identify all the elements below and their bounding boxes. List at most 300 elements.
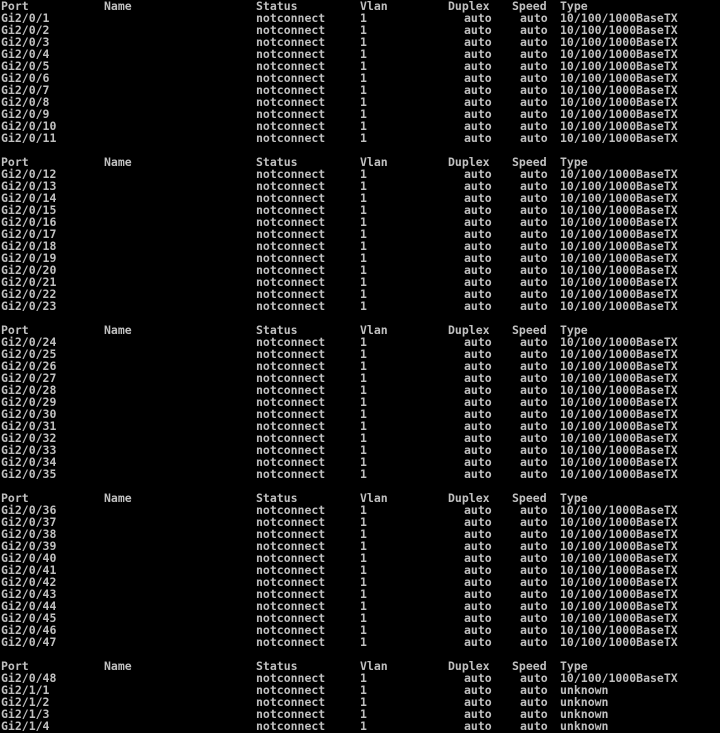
speed-cell: auto — [520, 395, 548, 409]
status-cell: notconnect — [256, 167, 326, 181]
type-cell: 10/100/1000BaseTX — [560, 539, 678, 553]
speed-cell: auto — [520, 347, 548, 361]
port-cell: Gi2/0/38 — [1, 527, 57, 541]
port-cell: Gi2/0/20 — [1, 263, 57, 277]
status-cell: notconnect — [256, 47, 326, 61]
header-speed: Speed — [512, 491, 547, 505]
vlan-cell: 1 — [360, 527, 367, 541]
port-cell: Gi2/0/16 — [1, 215, 57, 229]
status-cell: notconnect — [256, 203, 326, 217]
speed-cell: auto — [520, 83, 548, 97]
type-cell: 10/100/1000BaseTX — [560, 587, 678, 601]
status-cell: notconnect — [256, 563, 326, 577]
speed-cell: auto — [520, 503, 548, 517]
speed-cell: auto — [520, 707, 548, 721]
vlan-cell: 1 — [360, 251, 367, 265]
speed-cell: auto — [520, 683, 548, 697]
header-vlan: Vlan — [360, 491, 388, 505]
type-cell: 10/100/1000BaseTX — [560, 119, 678, 133]
speed-cell: auto — [520, 239, 548, 253]
status-cell: notconnect — [256, 503, 326, 517]
port-cell: Gi2/0/40 — [1, 551, 57, 565]
header-status: Status — [256, 323, 298, 337]
vlan-cell: 1 — [360, 539, 367, 553]
port-cell: Gi2/0/5 — [1, 59, 50, 73]
duplex-cell: auto — [464, 215, 492, 229]
status-cell: notconnect — [256, 335, 326, 349]
speed-cell: auto — [520, 335, 548, 349]
type-cell: 10/100/1000BaseTX — [560, 611, 678, 625]
header-speed: Speed — [512, 155, 547, 169]
vlan-cell: 1 — [360, 467, 367, 481]
interface-status-block — [0, 324, 720, 480]
vlan-cell: 1 — [360, 227, 367, 241]
header-speed: Speed — [512, 0, 547, 13]
status-cell: notconnect — [256, 287, 326, 301]
speed-cell: auto — [520, 575, 548, 589]
type-cell: 10/100/1000BaseTX — [560, 419, 678, 433]
status-cell: notconnect — [256, 263, 326, 277]
vlan-cell: 1 — [360, 623, 367, 637]
duplex-cell: auto — [464, 587, 492, 601]
duplex-cell: auto — [464, 683, 492, 697]
speed-cell: auto — [520, 443, 548, 457]
speed-cell: auto — [520, 131, 548, 145]
duplex-cell: auto — [464, 551, 492, 565]
vlan-cell: 1 — [360, 515, 367, 529]
port-cell: Gi2/0/32 — [1, 431, 57, 445]
port-cell: Gi2/0/8 — [1, 95, 50, 109]
duplex-cell: auto — [464, 275, 492, 289]
interface-status-block — [0, 156, 720, 312]
port-cell: Gi2/0/17 — [1, 227, 57, 241]
port-cell: Gi2/0/1 — [1, 11, 50, 25]
vlan-cell: 1 — [360, 263, 367, 277]
status-cell: notconnect — [256, 11, 326, 25]
status-cell: notconnect — [256, 179, 326, 193]
duplex-cell: auto — [464, 167, 492, 181]
status-cell: notconnect — [256, 383, 326, 397]
type-cell: 10/100/1000BaseTX — [560, 407, 678, 421]
header-type: Type — [560, 323, 588, 337]
vlan-cell: 1 — [360, 671, 367, 685]
header-status: Status — [256, 491, 298, 505]
vlan-cell: 1 — [360, 335, 367, 349]
status-cell: notconnect — [256, 587, 326, 601]
duplex-cell: auto — [464, 107, 492, 121]
table-row — [0, 132, 720, 144]
port-cell: Gi2/1/2 — [1, 695, 50, 709]
status-cell: notconnect — [256, 695, 326, 709]
type-cell: 10/100/1000BaseTX — [560, 215, 678, 229]
type-cell: 10/100/1000BaseTX — [560, 287, 678, 301]
status-cell: notconnect — [256, 299, 326, 313]
interface-status-block — [0, 0, 720, 144]
port-cell: Gi2/0/34 — [1, 455, 57, 469]
status-cell: notconnect — [256, 251, 326, 265]
type-cell: 10/100/1000BaseTX — [560, 203, 678, 217]
status-cell: notconnect — [256, 107, 326, 121]
type-cell: 10/100/1000BaseTX — [560, 467, 678, 481]
speed-cell: auto — [520, 623, 548, 637]
type-cell: 10/100/1000BaseTX — [560, 371, 678, 385]
vlan-cell: 1 — [360, 107, 367, 121]
speed-cell: auto — [520, 71, 548, 85]
port-cell: Gi2/0/15 — [1, 203, 57, 217]
port-cell: Gi2/0/3 — [1, 35, 50, 49]
port-cell: Gi2/0/48 — [1, 671, 57, 685]
status-cell: notconnect — [256, 419, 326, 433]
vlan-cell: 1 — [360, 95, 367, 109]
port-cell: Gi2/0/22 — [1, 287, 57, 301]
header-status: Status — [256, 659, 298, 673]
speed-cell: auto — [520, 587, 548, 601]
vlan-cell: 1 — [360, 419, 367, 433]
type-cell: 10/100/1000BaseTX — [560, 23, 678, 37]
table-row — [0, 636, 720, 648]
speed-cell: auto — [520, 47, 548, 61]
duplex-cell: auto — [464, 71, 492, 85]
speed-cell: auto — [520, 251, 548, 265]
header-status: Status — [256, 0, 298, 13]
duplex-cell: auto — [464, 347, 492, 361]
header-duplex: Duplex — [448, 0, 490, 13]
port-cell: Gi2/0/23 — [1, 299, 57, 313]
duplex-cell: auto — [464, 95, 492, 109]
duplex-cell: auto — [464, 239, 492, 253]
type-cell: 10/100/1000BaseTX — [560, 275, 678, 289]
status-cell: notconnect — [256, 611, 326, 625]
header-name: Name — [104, 491, 132, 505]
vlan-cell: 1 — [360, 203, 367, 217]
speed-cell: auto — [520, 263, 548, 277]
header-name: Name — [104, 155, 132, 169]
speed-cell: auto — [520, 515, 548, 529]
duplex-cell: auto — [464, 671, 492, 685]
type-cell: unknown — [560, 695, 609, 709]
speed-cell: auto — [520, 551, 548, 565]
header-port: Port — [1, 0, 29, 13]
status-cell: notconnect — [256, 683, 326, 697]
status-cell: notconnect — [256, 275, 326, 289]
duplex-cell: auto — [464, 623, 492, 637]
port-cell: Gi2/0/31 — [1, 419, 57, 433]
speed-cell: auto — [520, 671, 548, 685]
status-cell: notconnect — [256, 23, 326, 37]
type-cell: 10/100/1000BaseTX — [560, 635, 678, 649]
speed-cell: auto — [520, 431, 548, 445]
vlan-cell: 1 — [360, 635, 367, 649]
status-cell: notconnect — [256, 347, 326, 361]
duplex-cell: auto — [464, 131, 492, 145]
port-cell: Gi2/0/45 — [1, 611, 57, 625]
status-cell: notconnect — [256, 467, 326, 481]
speed-cell: auto — [520, 35, 548, 49]
status-cell: notconnect — [256, 599, 326, 613]
speed-cell: auto — [520, 527, 548, 541]
duplex-cell: auto — [464, 599, 492, 613]
port-cell: Gi2/0/46 — [1, 623, 57, 637]
duplex-cell: auto — [464, 119, 492, 133]
speed-cell: auto — [520, 179, 548, 193]
speed-cell: auto — [520, 719, 548, 733]
duplex-cell: auto — [464, 11, 492, 25]
vlan-cell: 1 — [360, 455, 367, 469]
type-cell: 10/100/1000BaseTX — [560, 47, 678, 61]
type-cell: 10/100/1000BaseTX — [560, 167, 678, 181]
duplex-cell: auto — [464, 299, 492, 313]
port-cell: Gi2/0/28 — [1, 383, 57, 397]
speed-cell: auto — [520, 611, 548, 625]
interface-status-block — [0, 492, 720, 648]
port-cell: Gi2/0/11 — [1, 131, 57, 145]
type-cell: 10/100/1000BaseTX — [560, 551, 678, 565]
status-cell: notconnect — [256, 191, 326, 205]
type-cell: 10/100/1000BaseTX — [560, 431, 678, 445]
duplex-cell: auto — [464, 35, 492, 49]
duplex-cell: auto — [464, 383, 492, 397]
type-cell: 10/100/1000BaseTX — [560, 35, 678, 49]
type-cell: unknown — [560, 683, 609, 697]
type-cell: 10/100/1000BaseTX — [560, 95, 678, 109]
type-cell: 10/100/1000BaseTX — [560, 359, 678, 373]
header-name: Name — [104, 0, 132, 13]
status-cell: notconnect — [256, 215, 326, 229]
speed-cell: auto — [520, 371, 548, 385]
vlan-cell: 1 — [360, 431, 367, 445]
type-cell: 10/100/1000BaseTX — [560, 179, 678, 193]
vlan-cell: 1 — [360, 23, 367, 37]
port-cell: Gi2/1/4 — [1, 719, 50, 733]
duplex-cell: auto — [464, 563, 492, 577]
port-cell: Gi2/0/4 — [1, 47, 50, 61]
port-cell: Gi2/0/21 — [1, 275, 57, 289]
status-cell: notconnect — [256, 623, 326, 637]
header-type: Type — [560, 155, 588, 169]
speed-cell: auto — [520, 695, 548, 709]
vlan-cell: 1 — [360, 299, 367, 313]
port-cell: Gi2/0/10 — [1, 119, 57, 133]
vlan-cell: 1 — [360, 587, 367, 601]
speed-cell: auto — [520, 563, 548, 577]
status-cell: notconnect — [256, 515, 326, 529]
type-cell: 10/100/1000BaseTX — [560, 227, 678, 241]
port-cell: Gi2/0/13 — [1, 179, 57, 193]
port-cell: Gi2/1/1 — [1, 683, 50, 697]
vlan-cell: 1 — [360, 563, 367, 577]
vlan-cell: 1 — [360, 35, 367, 49]
type-cell: 10/100/1000BaseTX — [560, 11, 678, 25]
type-cell: 10/100/1000BaseTX — [560, 71, 678, 85]
speed-cell: auto — [520, 419, 548, 433]
duplex-cell: auto — [464, 23, 492, 37]
duplex-cell: auto — [464, 575, 492, 589]
duplex-cell: auto — [464, 191, 492, 205]
duplex-cell: auto — [464, 611, 492, 625]
port-cell: Gi2/0/2 — [1, 23, 50, 37]
vlan-cell: 1 — [360, 131, 367, 145]
header-port: Port — [1, 491, 29, 505]
port-cell: Gi2/0/12 — [1, 167, 57, 181]
vlan-cell: 1 — [360, 695, 367, 709]
header-port: Port — [1, 323, 29, 337]
duplex-cell: auto — [464, 719, 492, 733]
speed-cell: auto — [520, 11, 548, 25]
status-cell: notconnect — [256, 575, 326, 589]
speed-cell: auto — [520, 227, 548, 241]
speed-cell: auto — [520, 215, 548, 229]
table-row — [0, 468, 720, 480]
duplex-cell: auto — [464, 539, 492, 553]
type-cell: 10/100/1000BaseTX — [560, 395, 678, 409]
speed-cell: auto — [520, 119, 548, 133]
type-cell: 10/100/1000BaseTX — [560, 59, 678, 73]
duplex-cell: auto — [464, 335, 492, 349]
status-cell: notconnect — [256, 119, 326, 133]
port-cell: Gi2/0/9 — [1, 107, 50, 121]
vlan-cell: 1 — [360, 359, 367, 373]
vlan-cell: 1 — [360, 47, 367, 61]
type-cell: 10/100/1000BaseTX — [560, 455, 678, 469]
speed-cell: auto — [520, 203, 548, 217]
speed-cell: auto — [520, 59, 548, 73]
header-type: Type — [560, 491, 588, 505]
status-cell: notconnect — [256, 431, 326, 445]
vlan-cell: 1 — [360, 287, 367, 301]
duplex-cell: auto — [464, 359, 492, 373]
table-row — [0, 720, 720, 732]
vlan-cell: 1 — [360, 443, 367, 457]
speed-cell: auto — [520, 455, 548, 469]
header-status: Status — [256, 155, 298, 169]
status-cell: notconnect — [256, 635, 326, 649]
type-cell: 10/100/1000BaseTX — [560, 383, 678, 397]
duplex-cell: auto — [464, 503, 492, 517]
type-cell: 10/100/1000BaseTX — [560, 599, 678, 613]
duplex-cell: auto — [464, 467, 492, 481]
speed-cell: auto — [520, 599, 548, 613]
status-cell: notconnect — [256, 83, 326, 97]
header-type: Type — [560, 659, 588, 673]
vlan-cell: 1 — [360, 551, 367, 565]
port-cell: Gi2/0/33 — [1, 443, 57, 457]
speed-cell: auto — [520, 167, 548, 181]
status-cell: notconnect — [256, 539, 326, 553]
speed-cell: auto — [520, 191, 548, 205]
duplex-cell: auto — [464, 635, 492, 649]
table-row — [0, 300, 720, 312]
port-cell: Gi2/0/35 — [1, 467, 57, 481]
header-duplex: Duplex — [448, 155, 490, 169]
vlan-cell: 1 — [360, 707, 367, 721]
status-cell: notconnect — [256, 707, 326, 721]
duplex-cell: auto — [464, 371, 492, 385]
vlan-cell: 1 — [360, 179, 367, 193]
vlan-cell: 1 — [360, 71, 367, 85]
port-cell: Gi2/0/6 — [1, 71, 50, 85]
header-vlan: Vlan — [360, 659, 388, 673]
status-cell: notconnect — [256, 371, 326, 385]
port-cell: Gi2/0/42 — [1, 575, 57, 589]
speed-cell: auto — [520, 287, 548, 301]
header-vlan: Vlan — [360, 155, 388, 169]
status-cell: notconnect — [256, 95, 326, 109]
vlan-cell: 1 — [360, 83, 367, 97]
port-cell: Gi2/0/47 — [1, 635, 57, 649]
vlan-cell: 1 — [360, 167, 367, 181]
header-vlan: Vlan — [360, 0, 388, 13]
header-duplex: Duplex — [448, 659, 490, 673]
header-port: Port — [1, 155, 29, 169]
duplex-cell: auto — [464, 263, 492, 277]
header-duplex: Duplex — [448, 323, 490, 337]
vlan-cell: 1 — [360, 59, 367, 73]
vlan-cell: 1 — [360, 503, 367, 517]
header-speed: Speed — [512, 323, 547, 337]
port-cell: Gi2/0/37 — [1, 515, 57, 529]
port-cell: Gi2/0/24 — [1, 335, 57, 349]
port-cell: Gi2/0/27 — [1, 371, 57, 385]
duplex-cell: auto — [464, 203, 492, 217]
duplex-cell: auto — [464, 59, 492, 73]
vlan-cell: 1 — [360, 215, 367, 229]
type-cell: 10/100/1000BaseTX — [560, 671, 678, 685]
speed-cell: auto — [520, 407, 548, 421]
status-cell: notconnect — [256, 35, 326, 49]
status-cell: notconnect — [256, 359, 326, 373]
duplex-cell: auto — [464, 251, 492, 265]
type-cell: 10/100/1000BaseTX — [560, 83, 678, 97]
port-cell: Gi2/0/43 — [1, 587, 57, 601]
port-cell: Gi2/0/26 — [1, 359, 57, 373]
vlan-cell: 1 — [360, 119, 367, 133]
status-cell: notconnect — [256, 527, 326, 541]
speed-cell: auto — [520, 23, 548, 37]
header-type: Type — [560, 0, 588, 13]
interface-status-block — [0, 660, 720, 732]
speed-cell: auto — [520, 467, 548, 481]
duplex-cell: auto — [464, 443, 492, 457]
type-cell: 10/100/1000BaseTX — [560, 563, 678, 577]
vlan-cell: 1 — [360, 683, 367, 697]
vlan-cell: 1 — [360, 239, 367, 253]
vlan-cell: 1 — [360, 371, 367, 385]
duplex-cell: auto — [464, 515, 492, 529]
speed-cell: auto — [520, 539, 548, 553]
speed-cell: auto — [520, 383, 548, 397]
duplex-cell: auto — [464, 527, 492, 541]
duplex-cell: auto — [464, 287, 492, 301]
duplex-cell: auto — [464, 419, 492, 433]
type-cell: 10/100/1000BaseTX — [560, 575, 678, 589]
type-cell: 10/100/1000BaseTX — [560, 299, 678, 313]
header-port: Port — [1, 659, 29, 673]
speed-cell: auto — [520, 95, 548, 109]
duplex-cell: auto — [464, 455, 492, 469]
type-cell: 10/100/1000BaseTX — [560, 335, 678, 349]
port-cell: Gi2/0/7 — [1, 83, 50, 97]
duplex-cell: auto — [464, 47, 492, 61]
vlan-cell: 1 — [360, 407, 367, 421]
status-cell: notconnect — [256, 455, 326, 469]
vlan-cell: 1 — [360, 611, 367, 625]
port-cell: Gi2/0/41 — [1, 563, 57, 577]
status-cell: notconnect — [256, 551, 326, 565]
type-cell: 10/100/1000BaseTX — [560, 107, 678, 121]
port-cell: Gi2/1/3 — [1, 707, 50, 721]
type-cell: 10/100/1000BaseTX — [560, 347, 678, 361]
duplex-cell: auto — [464, 179, 492, 193]
